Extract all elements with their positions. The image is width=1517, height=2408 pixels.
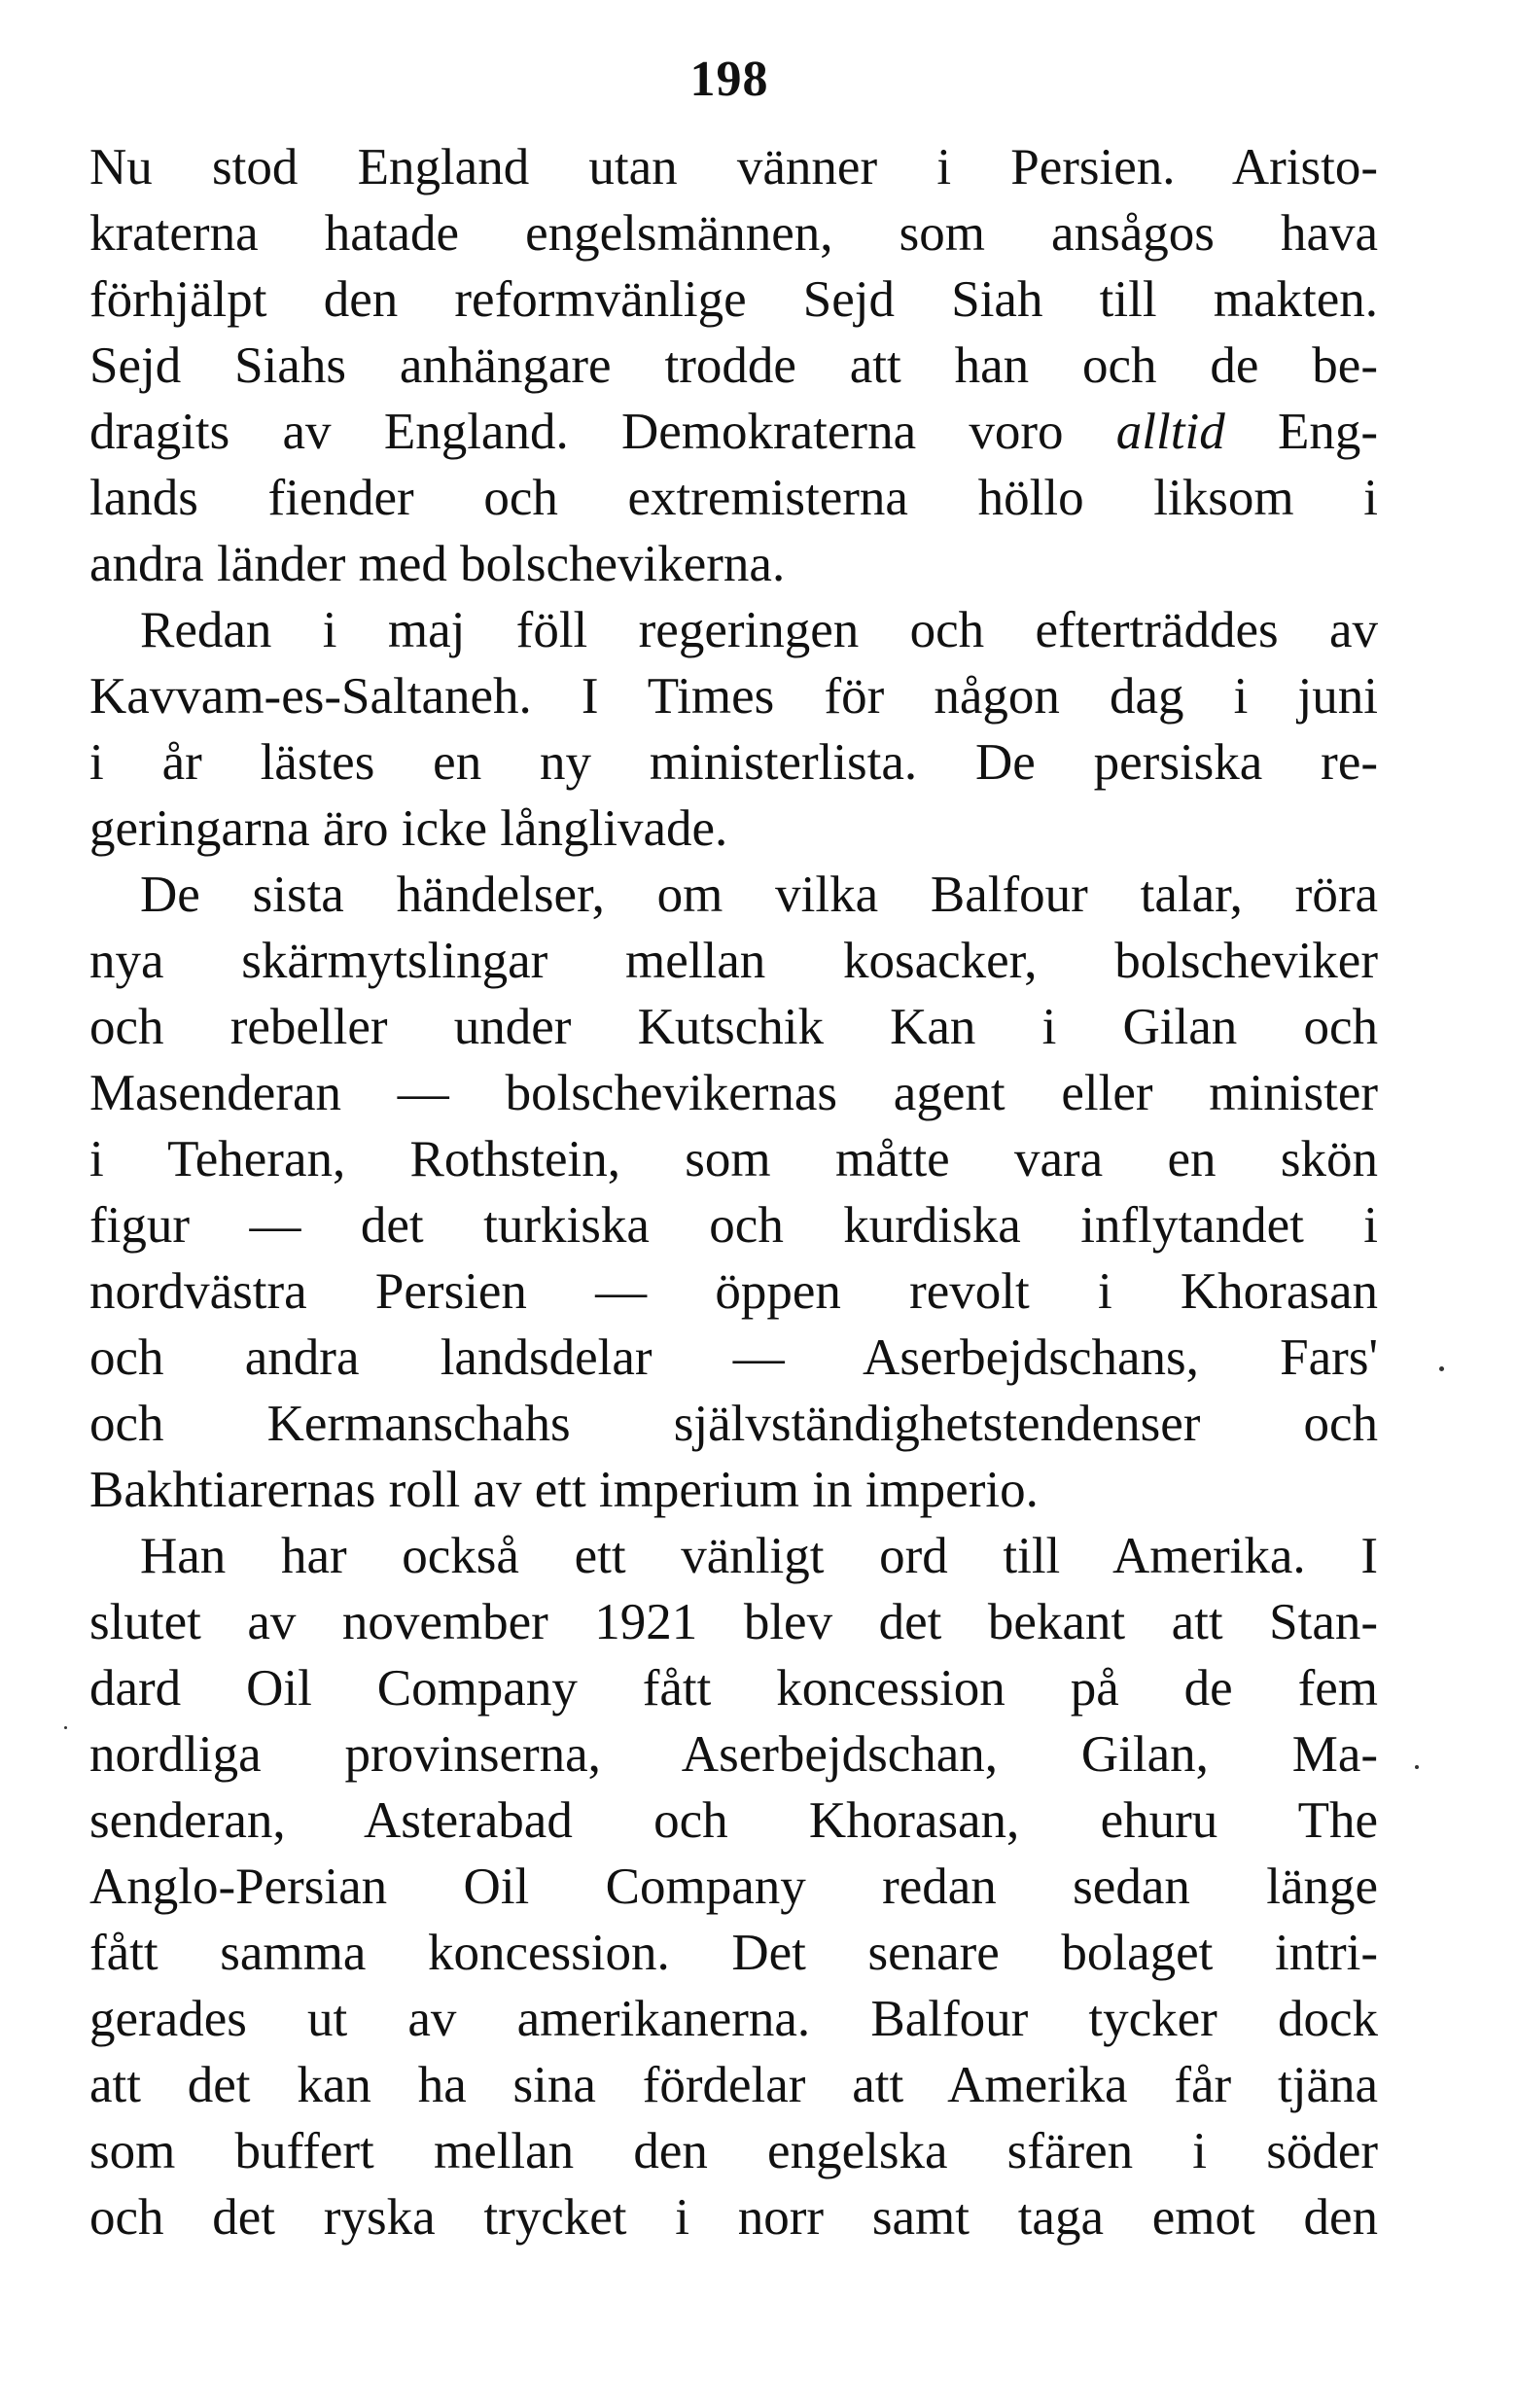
text-line: nya skärmytslingar mellan kosacker, bolscheviker [89,933,1378,989]
text-line: och andra landsdelar — Aserbejdschans, Fars' [89,1329,1378,1386]
text-line: gerades ut av amerikanerna. Balfour tycker dock [89,1991,1378,2047]
scan-speck [64,1726,67,1729]
text-line: lands fiender och extremisterna höllo liksom i [89,470,1378,526]
paragraph-start-line: Han har också ett vänligt ord till Amerika. I [140,1528,1378,1584]
text-line: och rebeller under Kutschik Kan i Gilan och [89,999,1378,1055]
text-line: att det kan ha sina fördelar att Amerika får tjäna [89,2057,1378,2113]
text-line: Sejd Siahs anhängare trodde att han och de be- [89,337,1378,394]
text-line: i Teheran, Rothstein, som måtte vara en skön [89,1131,1378,1187]
text-line: Anglo-Persian Oil Company redan sedan länge [89,1859,1378,1915]
scan-speck [1415,1765,1419,1769]
text-line: som buffert mellan den engelska sfären i söder [89,2123,1378,2179]
text-line: Bakhtiarernas roll av ett imperium in imperio. [89,1462,1039,1518]
text-line: kraterna hatade engelsmännen, som ansågos hava [89,205,1378,262]
emphasis-alltid: alltid [1115,404,1225,460]
paragraph-start-line: Redan i maj föll regeringen och efterträddes av [140,602,1378,658]
body-text [89,134,1378,2250]
text-line: senderan, Asterabad och Khorasan, ehuru The [89,1792,1378,1849]
text-line: slutet av november 1921 blev det bekant att Stan- [89,1594,1378,1650]
text-line: Nu stod England utan vänner i Persien. Aristo- [89,139,1378,195]
text-line: dragits av England. Demokraterna voro alltid Eng- [89,404,1379,460]
text-line: och det ryska trycket i norr samt taga emot den [89,2189,1378,2246]
scan-speck [1439,1366,1444,1371]
text-line: Masenderan — bolschevikernas agent eller minister [89,1065,1378,1121]
text-line: dard Oil Company fått koncession på de fem [89,1660,1378,1717]
text-line: och Kermanschahs självständighetstendenser och [89,1396,1378,1452]
text-line: nordvästra Persien — öppen revolt i Khorasan [89,1263,1378,1320]
text-line: nordliga provinserna, Aserbejdschan, Gilan, Ma- [89,1726,1378,1783]
text-line: förhjälpt den reformvänlige Sejd Siah till makten. [89,271,1378,328]
paragraph-start-line: De sista händelser, om vilka Balfour talar, röra [140,867,1378,923]
text-line: fått samma koncession. Det senare bolaget intri- [89,1925,1378,1981]
text-line: geringarna äro icke långlivade. [89,800,728,857]
text-line: i år lästes en ny ministerlista. De persiska re- [89,734,1378,791]
page-number: 198 [689,52,769,107]
text-line: Kavvam-es-Saltaneh. I Times för någon dag i juni [89,668,1378,725]
text-line: figur — det turkiska och kurdiska inflytandet i [89,1197,1378,1254]
text-line: andra länder med bolschevikerna. [89,536,786,592]
